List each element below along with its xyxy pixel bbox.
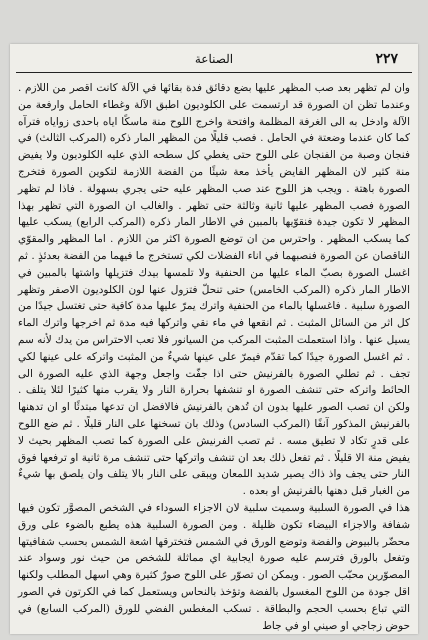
page-header <box>16 50 412 73</box>
page-number: ٢٢٧ <box>375 51 398 67</box>
paragraph-2: هذا في الصورة السلبية وسميت سلبية لان الاجزاء السوداء في الشخص المصوَّر تكون فيها شفافة والاجزاء البيضاء تكون ظليلة . ومن الصورة السلبية هذه يطبع بالضوء على ورق محضّر بالبيوض والفضة وتوضع الورق في الشمس فتخترقها اشعة الشمس بحسب شفافيتها وتفعل بالورق فترسم عليه صورة ايجابية اي مماثلة للشخص من حيث نور وسواد عند المصوّرين محبّب الصور . ويمكن ان تصوّر على اللوح صورٌ كثيرة وهي اسهل المطلب ولكنها اقل جودة من اللوح المغسول بالفضة وتؤخذ بالنحاس ويستعمل كما في الكرتون في الصور التي تباع بحسب الحجم والبطاقة . تسكب المغطس الفضي للورق (المركب السابع) في حوض زجاجي او صيني او في جاط <box>18 501 410 632</box>
paragraph-1: وان لم تظهر بعد صب المظهر عليها بضع دقائق فدة بقائها في الآلة كانت اقصر من اللازم . وعندما تظن ان الصورة قد ارتسمت على الكلوديون اطبق الآلة وغطاء الحامل وارفعة من الآلة وادخل به الى الغرفة المظلمة وافتحة واخرج اللوح منة ماسكًا اياه باحدى زواياه فترآه كما كان عندما وضعتة في الحامل . فصب قليلًا من المظهر المار ذكره (المركب الثالث) في فنجان وصبة من الفنجان على اللوح حتى يغطي كل سطحه الذي عليه الكلوديون ولا يفيض منة كثير لان المظهر الفايض يأخذ معة شيئًا من الفضة اللازمة لتكوين الصورة فتخرج الصورة باهتة . ويجب هز اللوح عند صب المظهر عليه حتى يجري بسهولة . فاذا لم تظهر الصورة فصب المظهر عليها ثانية وثالثة حتى تظهر . والغالب ان الصورة التي تظهر بهذا المظهر لا تكون جيدة فنقوّيها بالمبين في الاطار المار ذكره (المركب الرابع) يسكب عليها كما يسكب المظهر . واحترس من ان توضع الصورة اكثر من اللازم . اما المظهر والمقوّي الناقصان عن الصورة فنصبهما في اناء الفضلات لكي تستخرج ما فيهما من الفضة بعدئذٍ . ثم اغسل الصورة بصبّ الماء عليها من الحنفية ولا تلمسها بيدك فتزيلها واشتها بالمبين في الاطار المار ذكره (المركب الخامس) حتى تنحلّ فتزول عنها لون الكلوديون الاصفر وتظهر الصورة سلبية . فاغسلها بالماء من الحنفية واترك يمرّ عليها مدة كافية حتى تغتسل جيدًا من كل اثر من السائل المثبت . ثم انقعها في ماء نقي واتركها فيه مدة ثم اخرجها واترك الماء يسيل عنها . واذا استعملت المثبت المركب من السيانور فلا تعب الاحتراس من يدك لأنه سم . ثم اغسل الصورة جيدًا كما تقدّم فيمرّ على عينها شيءٌ من المثبت واتركه على عينها لكي تجف . ثم تطلي الصورة بالفرنيش حتى اذا جفّت واجعل وجهة الذي عليه الصورة الى الحائط واتركه حتى تنشف الصورة او تنشفها بحرارة النار ولا يقرب منها كثيرًا لئلا يتلف . ولكن ان تصب الصور عليها بدون ان تُدهن بالفرنيش فالافضل ان تدعها مبتدئًا او ان تدهنها بالفرنيش المذكور آنفًا (المركب السادس) وذلك بان تسخنها على النار قليلًا . ثم ضع اللوح على قدرٍ تكاد لا تطيق مسه . ثم تصب الفرنيش على الصورة كما تصب المظهر بحيث لا يفيض منة الا قليلًا . ثم تفعل ذلك بعد ان تنشف واتركها حتى تنشف مرة ثانية او ترفعها فوق النار حتى يجف واذ ذاك يصير شديد اللمعان ويبقى على النار بالا يتلف وان يلصق بها شيءٌ من الغبار قبل دهنها بالفرنيش او بعده . <box>18 82 410 498</box>
book-page <box>10 44 418 634</box>
running-title: الصناعة <box>194 52 234 66</box>
page-body <box>18 80 410 632</box>
